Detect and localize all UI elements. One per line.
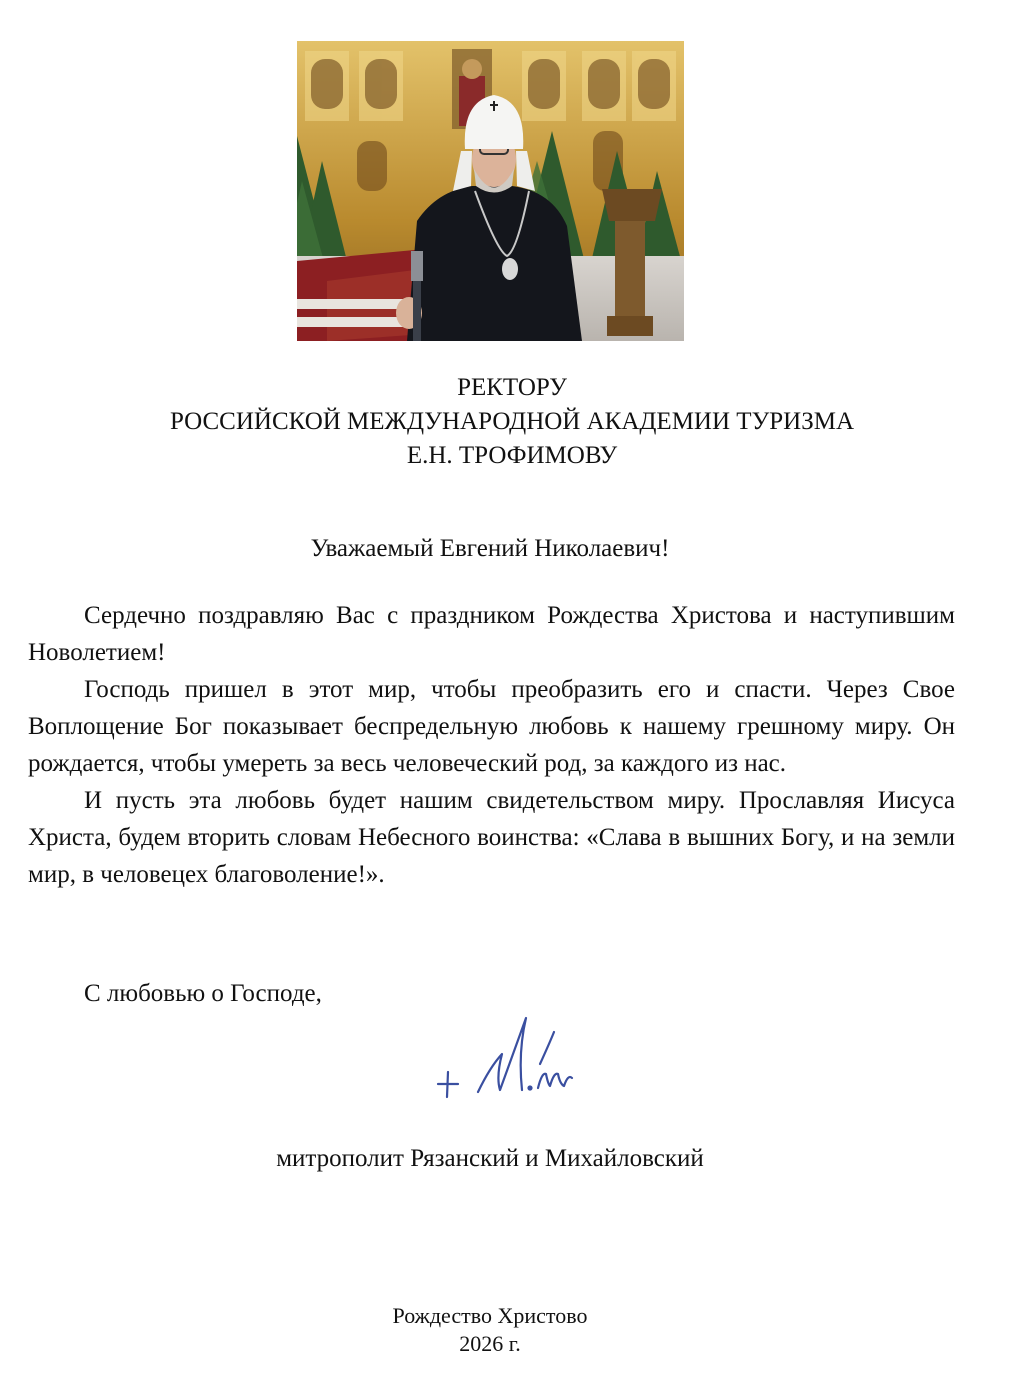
closing-phrase: С любовью о Господе,	[84, 980, 322, 1007]
handwritten-signature	[430, 1012, 580, 1102]
date-year: 2026 г.	[459, 1331, 521, 1356]
metropolitan-photo	[297, 41, 684, 341]
signatory: митрополит Рязанский и Михайловский	[276, 1145, 704, 1172]
greeting: Уважаемый Евгений Николаевич!	[310, 535, 670, 562]
date-occasion: Рождество Христово	[392, 1303, 588, 1328]
paragraph: Сердечно поздравляю Вас с праздником Рождества Христова и наступившим Новолетием!	[28, 602, 955, 666]
paragraph: И пусть эта любовь будет нашим свидетельством миру. Прославляя Иисуса Христа, будем вторить словам Небесного воинства: «Слава в вышних Богу, и на земли мир, в человецех благоволение!».	[28, 787, 955, 888]
recipient-title: РЕКТОРУ	[457, 374, 567, 401]
paragraph: Господь пришел в этот мир, чтобы преобразить его и спасти. Через Свое Воплощение Бог показывает беспредельную любовь к нашему грешному миру. Он рождается, чтобы умереть за весь человеческий род, за каждого из нас.	[28, 676, 955, 777]
letter-date	[0, 1302, 980, 1358]
recipient-name: Е.Н. ТРОФИМОВУ	[406, 442, 618, 469]
recipient-organization: РОССИЙСКОЙ МЕЖДУНАРОДНОЙ АКАДЕМИИ ТУРИЗМА	[169, 408, 855, 435]
metropolitan-portrait-image	[297, 41, 684, 341]
letter-body	[28, 597, 955, 893]
